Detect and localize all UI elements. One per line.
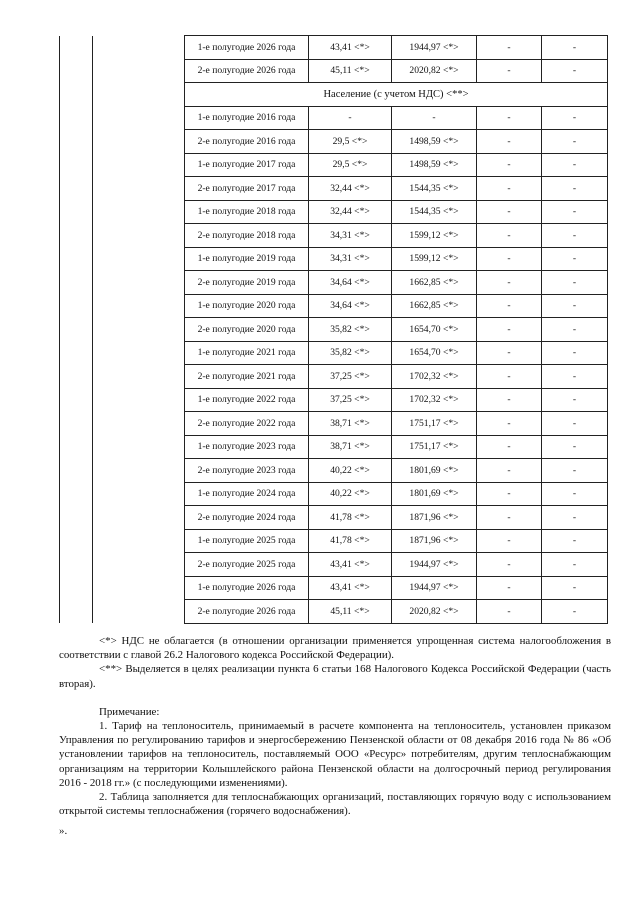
value-cell: 45,11 <*> xyxy=(309,600,392,624)
value-cell: - xyxy=(477,388,542,412)
value-cell: - xyxy=(542,130,608,154)
value-cell: 43,41 <*> xyxy=(309,553,392,577)
value-cell: 34,31 <*> xyxy=(309,224,392,248)
value-cell: 1944,97 <*> xyxy=(392,553,477,577)
value-cell: - xyxy=(477,529,542,553)
value-cell: 45,11 <*> xyxy=(309,59,392,83)
blank-cell xyxy=(60,59,93,83)
value-cell: - xyxy=(477,271,542,295)
period-cell: 2-е полугодие 2025 года xyxy=(185,553,309,577)
table-row xyxy=(60,412,608,436)
period-cell: 2-е полугодие 2026 года xyxy=(185,59,309,83)
value-cell: 1801,69 <*> xyxy=(392,459,477,483)
blank-cell xyxy=(93,36,185,60)
table-row xyxy=(60,130,608,154)
blank-cell xyxy=(60,177,93,201)
value-cell: 37,25 <*> xyxy=(309,365,392,389)
value-cell: 1662,85 <*> xyxy=(392,271,477,295)
value-cell: - xyxy=(477,435,542,459)
blank-cell xyxy=(60,600,93,624)
value-cell: - xyxy=(542,153,608,177)
table-row xyxy=(60,576,608,600)
table-row xyxy=(60,177,608,201)
blank-cell xyxy=(93,318,185,342)
blank-cell xyxy=(60,529,93,553)
table-row xyxy=(60,553,608,577)
value-cell: - xyxy=(542,365,608,389)
period-cell: 1-е полугодие 2018 года xyxy=(185,200,309,224)
table-row xyxy=(60,482,608,506)
value-cell: - xyxy=(542,294,608,318)
blank-cell xyxy=(93,200,185,224)
value-cell: - xyxy=(542,600,608,624)
value-cell: - xyxy=(477,341,542,365)
value-cell: 1498,59 <*> xyxy=(392,153,477,177)
table-row xyxy=(60,153,608,177)
table-row xyxy=(60,271,608,295)
table-row xyxy=(60,459,608,483)
value-cell: - xyxy=(477,177,542,201)
blank-cell xyxy=(93,553,185,577)
blank-cell xyxy=(60,482,93,506)
period-cell: 1-е полугодие 2026 года xyxy=(185,576,309,600)
period-cell: 2-е полугодие 2019 года xyxy=(185,271,309,295)
blank-cell xyxy=(93,153,185,177)
blank-cell xyxy=(60,36,93,60)
table-row xyxy=(60,36,608,60)
value-cell: - xyxy=(542,271,608,295)
value-cell: - xyxy=(477,36,542,60)
value-cell: 41,78 <*> xyxy=(309,506,392,530)
period-cell: 2-е полугодие 2017 года xyxy=(185,177,309,201)
value-cell: - xyxy=(542,435,608,459)
table-row xyxy=(60,224,608,248)
value-cell: 32,44 <*> xyxy=(309,177,392,201)
section-title: Население (с учетом НДС) <**> xyxy=(185,83,608,107)
blank-cell xyxy=(93,247,185,271)
value-cell: - xyxy=(477,294,542,318)
period-cell: 1-е полугодие 2016 года xyxy=(185,106,309,130)
value-cell: - xyxy=(477,153,542,177)
value-cell: 1662,85 <*> xyxy=(392,294,477,318)
period-cell: 1-е полугодие 2019 года xyxy=(185,247,309,271)
blank-cell xyxy=(93,341,185,365)
value-cell: 29,5 <*> xyxy=(309,153,392,177)
value-cell: - xyxy=(477,459,542,483)
period-cell: 2-е полугодие 2021 года xyxy=(185,365,309,389)
notes-heading: Примечание: xyxy=(99,705,160,718)
value-cell: 1871,96 <*> xyxy=(392,529,477,553)
value-cell: - xyxy=(542,529,608,553)
value-cell: - xyxy=(542,341,608,365)
value-cell: - xyxy=(542,553,608,577)
blank-cell xyxy=(60,271,93,295)
blank-cell xyxy=(93,506,185,530)
value-cell: 43,41 <*> xyxy=(309,36,392,60)
blank-cell xyxy=(60,459,93,483)
value-cell: 34,64 <*> xyxy=(309,271,392,295)
value-cell: - xyxy=(477,247,542,271)
blank-cell xyxy=(60,200,93,224)
tariff-table-body xyxy=(60,36,608,624)
blank-cell xyxy=(93,83,185,107)
period-cell: 1-е полугодие 2017 года xyxy=(185,153,309,177)
value-cell: - xyxy=(477,106,542,130)
table-row xyxy=(60,200,608,224)
value-cell: 1702,32 <*> xyxy=(392,388,477,412)
blank-cell xyxy=(93,365,185,389)
period-cell: 2-е полугодие 2026 года xyxy=(185,600,309,624)
value-cell: 38,71 <*> xyxy=(309,435,392,459)
value-cell: - xyxy=(542,482,608,506)
value-cell: - xyxy=(542,388,608,412)
period-cell: 1-е полугодие 2024 года xyxy=(185,482,309,506)
value-cell: - xyxy=(542,106,608,130)
value-cell: 32,44 <*> xyxy=(309,200,392,224)
value-cell: 1654,70 <*> xyxy=(392,318,477,342)
table-row xyxy=(60,388,608,412)
value-cell: 1544,35 <*> xyxy=(392,177,477,201)
value-cell: 2020,82 <*> xyxy=(392,600,477,624)
value-cell: 1801,69 <*> xyxy=(392,482,477,506)
period-cell: 1-е полугодие 2023 года xyxy=(185,435,309,459)
closing-quote: ». xyxy=(59,825,68,838)
blank-cell xyxy=(60,130,93,154)
value-cell: - xyxy=(392,106,477,130)
value-cell: 40,22 <*> xyxy=(309,459,392,483)
period-cell: 2-е полугодие 2023 года xyxy=(185,459,309,483)
table-row xyxy=(60,247,608,271)
value-cell: - xyxy=(477,365,542,389)
value-cell: 1599,12 <*> xyxy=(392,224,477,248)
value-cell: 1751,17 <*> xyxy=(392,435,477,459)
value-cell: 1944,97 <*> xyxy=(392,576,477,600)
table-row xyxy=(60,294,608,318)
period-cell: 2-е полугодие 2024 года xyxy=(185,506,309,530)
value-cell: - xyxy=(542,36,608,60)
value-cell: - xyxy=(542,318,608,342)
value-cell: - xyxy=(477,412,542,436)
blank-cell xyxy=(60,318,93,342)
table-row xyxy=(60,318,608,342)
blank-cell xyxy=(60,247,93,271)
value-cell: 1599,12 <*> xyxy=(392,247,477,271)
blank-cell xyxy=(93,130,185,154)
period-cell: 2-е полугодие 2020 года xyxy=(185,318,309,342)
table-row xyxy=(60,341,608,365)
blank-cell xyxy=(60,224,93,248)
blank-cell xyxy=(93,412,185,436)
blank-cell xyxy=(60,576,93,600)
blank-cell xyxy=(60,506,93,530)
period-cell: 1-е полугодие 2021 года xyxy=(185,341,309,365)
table-row xyxy=(60,529,608,553)
blank-cell xyxy=(60,412,93,436)
note-item-1: 1. Тариф на теплоноситель, принимаемый в расчете компонента на теплоноситель, установлен приказом Управления по регулированию тарифов и энергосбережению Пензенской области от 08 декабря 2016 года № 86 «Об установлении тарифов на теплоноситель, поставляемый ООО «Ресурс» потребителям, другим теплоснабжающим организациям на территории Колышлейского района Пензенской области на долгосрочный период регулирования 2016 - 2018 гг.» (с последующими изменениями). xyxy=(59,720,611,789)
blank-cell xyxy=(93,600,185,624)
blank-cell xyxy=(93,59,185,83)
blank-cell xyxy=(93,294,185,318)
value-cell: 34,31 <*> xyxy=(309,247,392,271)
blank-cell xyxy=(93,388,185,412)
blank-cell xyxy=(93,271,185,295)
blank-cell xyxy=(60,553,93,577)
value-cell: 29,5 <*> xyxy=(309,130,392,154)
value-cell: 1654,70 <*> xyxy=(392,341,477,365)
blank-cell xyxy=(93,576,185,600)
period-cell: 2-е полугодие 2022 года xyxy=(185,412,309,436)
footnote-single-star: <*> НДС не облагается (в отношении организации применяется упрощенная система налогообложения в соответствии с главой 26.2 Налогового кодекса Российской Федерации). xyxy=(59,635,611,662)
table-row xyxy=(60,59,608,83)
footnote-double-star: <**> Выделяется в целях реализации пункта 6 статьи 168 Налогового Кодекса Российской Федерации (часть вторая). xyxy=(59,663,611,690)
blank-cell xyxy=(60,83,93,107)
value-cell: 1944,97 <*> xyxy=(392,36,477,60)
value-cell: - xyxy=(542,412,608,436)
value-cell: 2020,82 <*> xyxy=(392,59,477,83)
value-cell: - xyxy=(477,224,542,248)
period-cell: 2-е полугодие 2018 года xyxy=(185,224,309,248)
table-row xyxy=(60,365,608,389)
value-cell: 34,64 <*> xyxy=(309,294,392,318)
value-cell: 41,78 <*> xyxy=(309,529,392,553)
blank-cell xyxy=(60,388,93,412)
value-cell: 35,82 <*> xyxy=(309,318,392,342)
table-row xyxy=(60,435,608,459)
value-cell: 1751,17 <*> xyxy=(392,412,477,436)
value-cell: - xyxy=(542,506,608,530)
value-cell: - xyxy=(477,59,542,83)
blank-cell xyxy=(60,435,93,459)
blank-cell xyxy=(93,177,185,201)
blank-cell xyxy=(93,224,185,248)
note-item-2: 2. Таблица заполняется для теплоснабжающих организаций, поставляющих горячую воду с использованием открытой системы теплоснабжения (горячего водоснабжения). xyxy=(59,791,611,818)
value-cell: - xyxy=(542,200,608,224)
period-cell: 1-е полугодие 2025 года xyxy=(185,529,309,553)
value-cell: - xyxy=(477,506,542,530)
blank-cell xyxy=(93,529,185,553)
period-cell: 1-е полугодие 2022 года xyxy=(185,388,309,412)
tariff-table xyxy=(59,35,608,624)
value-cell: 37,25 <*> xyxy=(309,388,392,412)
value-cell: - xyxy=(542,459,608,483)
table-row xyxy=(60,600,608,624)
table-row xyxy=(60,506,608,530)
value-cell: - xyxy=(477,200,542,224)
value-cell: - xyxy=(477,318,542,342)
period-cell: 1-е полугодие 2020 года xyxy=(185,294,309,318)
blank-cell xyxy=(60,365,93,389)
blank-cell xyxy=(60,153,93,177)
table-row xyxy=(60,106,608,130)
blank-cell xyxy=(60,106,93,130)
blank-cell xyxy=(93,106,185,130)
value-cell: - xyxy=(542,247,608,271)
value-cell: 35,82 <*> xyxy=(309,341,392,365)
blank-cell xyxy=(93,459,185,483)
value-cell: - xyxy=(477,482,542,506)
value-cell: - xyxy=(542,59,608,83)
value-cell: - xyxy=(542,224,608,248)
section-row xyxy=(60,83,608,107)
period-cell: 2-е полугодие 2016 года xyxy=(185,130,309,154)
value-cell: 40,22 <*> xyxy=(309,482,392,506)
value-cell: 1498,59 <*> xyxy=(392,130,477,154)
blank-cell xyxy=(60,341,93,365)
value-cell: - xyxy=(542,576,608,600)
blank-cell xyxy=(60,294,93,318)
notes-block xyxy=(59,634,611,839)
value-cell: 43,41 <*> xyxy=(309,576,392,600)
value-cell: - xyxy=(477,576,542,600)
value-cell: - xyxy=(542,177,608,201)
blank-cell xyxy=(93,482,185,506)
value-cell: 1544,35 <*> xyxy=(392,200,477,224)
period-cell: 1-е полугодие 2026 года xyxy=(185,36,309,60)
value-cell: 1702,32 <*> xyxy=(392,365,477,389)
value-cell: - xyxy=(309,106,392,130)
value-cell: - xyxy=(477,600,542,624)
value-cell: - xyxy=(477,553,542,577)
blank-cell xyxy=(93,435,185,459)
value-cell: 1871,96 <*> xyxy=(392,506,477,530)
value-cell: 38,71 <*> xyxy=(309,412,392,436)
value-cell: - xyxy=(477,130,542,154)
